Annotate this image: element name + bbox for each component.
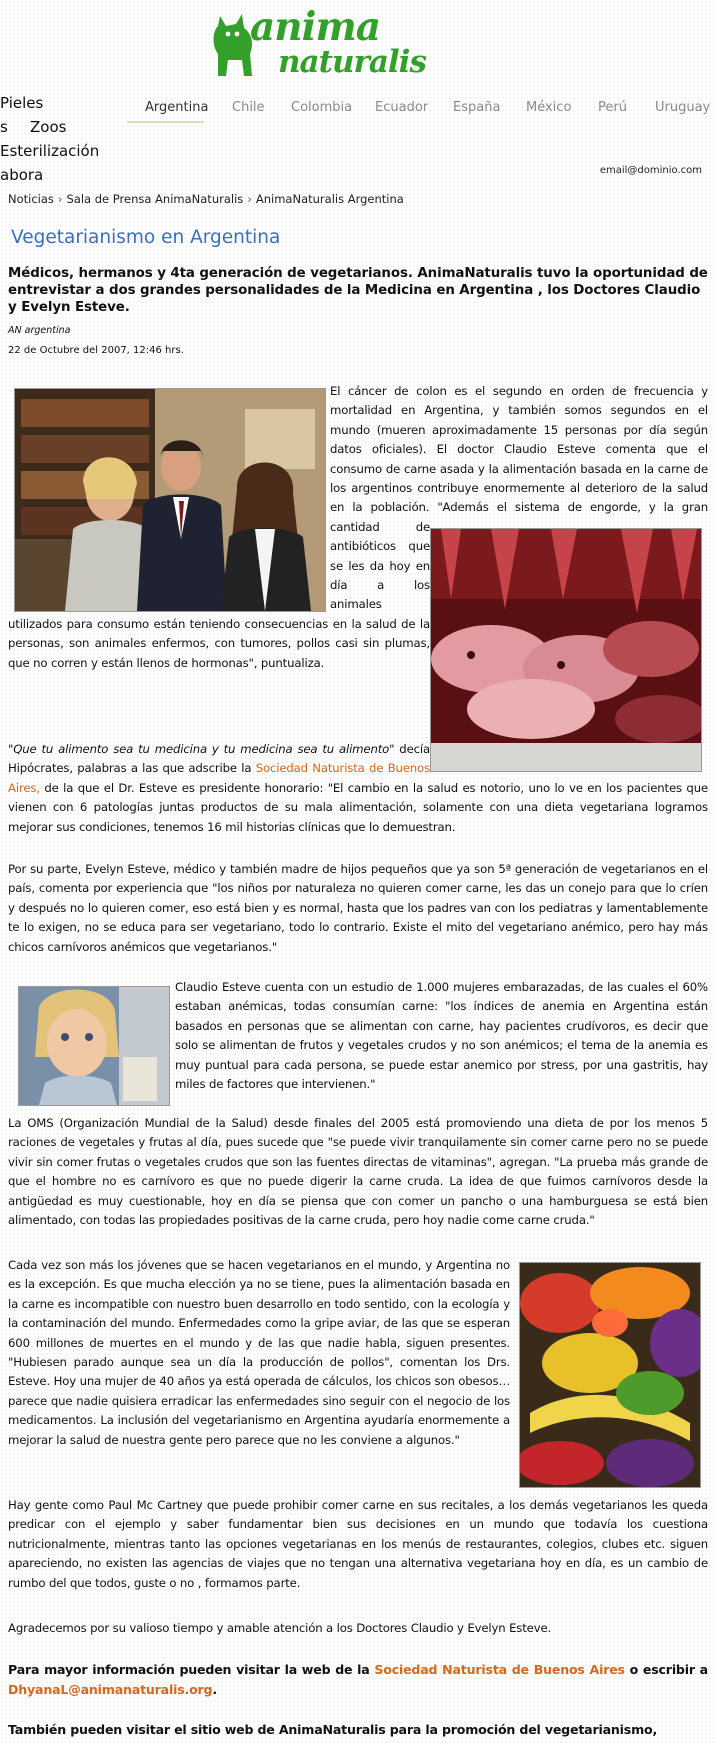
nav-item-partial[interactable]: s	[0, 118, 8, 136]
nav-item-zoos[interactable]: Zoos	[30, 118, 67, 136]
article-title: Vegetarianismo en Argentina	[11, 227, 281, 248]
sociedad-naturista-link-2[interactable]: Sociedad Naturista de Buenos Aires	[374, 1662, 625, 1677]
breadcrumb-separator: ›	[57, 192, 63, 206]
float-spacer-photo-2	[430, 526, 708, 766]
tab-espana[interactable]: España	[453, 100, 501, 115]
article-paragraph-9	[8, 1660, 708, 1700]
hippocrates-quote: "Que tu alimento sea tu medicina y tu medicina sea tu alimento"	[8, 742, 395, 756]
logo-word-anima: anima	[250, 4, 380, 50]
article-paragraph-1	[8, 382, 708, 766]
nav-item-pieles[interactable]: Pieles	[0, 94, 44, 112]
country-tabs	[123, 100, 713, 124]
dhyanal-email-link[interactable]: DhyanaL@animanaturalis.org	[8, 1682, 213, 1697]
article-paragraph-4: Claudio Esteve cuenta con un estudio de 1.000 mujeres embarazadas, de las cuales el 60% estaban anémicas, todas consumían carne: "los índices de anemia en Argentina están basados en personas que se alimentan con carne, hay pacientes crudívoros, es decir que solo se alimentan de frutos y vegetales crudos y no son anémicos; el tema de la anemia es muy puntual para cada persona, se puede estar anemico por stress, por una gastritis, hay miles de factores que intervienen."	[175, 980, 708, 1092]
breadcrumb-noticias[interactable]: Noticias	[8, 192, 54, 206]
article-date: 22 de Octubre del 2007, 12:46 hrs.	[8, 345, 184, 356]
breadcrumb	[8, 192, 404, 206]
tab-argentina[interactable]: Argentina	[145, 100, 209, 115]
paragraph-2-text-b: de la que el Dr. Esteve es presidente honorario: "El cambio en la salud es notorio, uno lo ve en los pacientes que vienen con 6 patologías juntas productos de su mala alimentación, solamente con una dieta vegetariana logramos mejorar sus condiciones, tenemos 16 mil historias clínicas que lo demuestran.	[8, 780, 708, 834]
paragraph-9-text-a: Para mayor información pueden visitar la web de la	[8, 1662, 375, 1677]
breadcrumb-separator: ›	[247, 192, 252, 206]
logo-word-naturalis: naturalis	[278, 44, 426, 80]
float-spacer-photo-1	[8, 382, 330, 614]
breadcrumb-sala-de-prensa[interactable]: Sala de Prensa AnimaNaturalis	[66, 192, 244, 206]
child-photo-image	[19, 987, 169, 1105]
vegetables-image	[520, 1263, 700, 1487]
animanaturalis-logo[interactable]	[200, 4, 426, 82]
paragraph-9-text-b: o escribir a	[624, 1662, 708, 1677]
article-lead: Médicos, hermanos y 4ta generación de vegetarianos. AnimaNaturalis tuvo la oportunidad de entrevistar a dos grandes personalidades de la Medicina en Argentina , los Doctores Claudio y Evelyn Esteve.	[8, 266, 708, 315]
tab-uruguay[interactable]: Uruguay	[655, 100, 711, 115]
nav-item-colabora[interactable]: abora	[0, 166, 44, 184]
paragraph-1-text: El cáncer de colon es el segundo en orden de frecuencia y mortalidad en Argentina, y también somos segundos en el mundo (mueren aproximadamente 15 personas por día según datos oficiales). El doctor Claudio Esteve comenta que el consumo de carne asada y la alimentación basada en la carne de los argentinos contribuye enormemente al deterioro de la salud en la población. "Además el sistema de engorde, y la gran cantidad de antibióticos que se les da hoy en día a los animales utilizados para consumo están teniendo consecuencias en la salud de la personas, son animales enfermos, con tumores, pollos casi sin plumas, que no corren y están llenos de hormonas", puntualiza.	[8, 384, 708, 670]
active-tab-underline	[127, 121, 204, 123]
child-photo	[18, 986, 170, 1106]
article-paragraph-6: Cada vez son más los jóvenes que se hacen vegetarianos en el mundo, y Argentina no es la excepción. Es que mucha elección ya no se tiene, pues la alimentación basada en la carne es incompatible con nuestro buen desarrollo en todo sentido, con la ecología y la contaminación del mundo. Enfermedades como la gripe aviar, de las que se esperan 600 millones de muertes en el mundo y de las que nadie habla, siguen presentes. "Hubiesen parado aunque sea un día la producción de pollos", comentan los Drs. Esteve. Hoy una mujer de 40 años ya está operada de cálculos, los chicos son obesos… parece que nadie quisiera erradicar las enfermedades sino seguir con el negocio de los medicamentos. La inclusión del vegetarianismo en Argentina ayudaría enormemente a mejorar la salud de nuestra gente pero parece que no les conviene a algunos."	[8, 1258, 510, 1447]
article-paragraph-5: La OMS (Organización Mundial de la Salud) desde finales del 2005 está promoviendo una dieta de por los menos 5 raciones de vegetales y frutas al día, pues sucede que "se puede vivir tranquilamente sin comer carne pero no se puede vivir sin comer frutas o vegetales crudos que son las fuentes directas de vitaminas", agregan. "La prueba más grande de que el hombre no es carnívoro es que no puede digerir la carne cruda. La idea de que fuimos carnívoros desde la antigüedad es muy cuestionable, hoy en día se piensa que con comer un pancho o una hamburguesa se está bien alimentado, con todas las propiedades positivas de la carne cruda, pero hoy nadie come carne cruda."	[8, 1116, 708, 1228]
tab-peru[interactable]: Perú	[598, 100, 627, 115]
tab-mexico[interactable]: México	[526, 100, 572, 115]
contact-email[interactable]: email@dominio.com	[599, 165, 702, 176]
float-spacer-photo-2-bottom	[430, 740, 708, 774]
vegetables-photo	[519, 1262, 701, 1488]
article-paragraph-8: Agradecemos por su valioso tiempo y amable atención a los Doctores Claudio y Evelyn Esteve.	[8, 1621, 552, 1635]
article-paragraph-3: Por su parte, Evelyn Esteve, médico y también madre de hijos pequeños que ya son 5ª generación de vegetarianos en el país, comenta por experiencia que "los niños por naturaleza no quieren comer carne, les das un conejo para que lo críen y después no lo quieren comer, eso está bien y es normal, hasta que los padres van con los pediatras y lamentablemente te lo exigen, no se educa para ser vegetariano, todo lo contrario. Existe el mito del vegetariano anémico, pero hay más chicos carnívoros anémicos que vegetarianos."	[8, 862, 708, 954]
tab-chile[interactable]: Chile	[232, 100, 265, 115]
article-paragraph-2	[8, 740, 708, 837]
tab-ecuador[interactable]: Ecuador	[375, 100, 429, 115]
nav-item-esterilizacion[interactable]: Esterilización	[0, 142, 100, 160]
article-source: AN argentina	[8, 325, 71, 336]
breadcrumb-animanaturalis-argentina[interactable]: AnimaNaturalis Argentina	[255, 192, 404, 206]
paragraph-2-text-a: decía Hipócrates, palabras a las que adscribe la	[8, 742, 430, 776]
article-paragraph-10: También pueden visitar el sitio web de AnimaNaturalis para la promoción del vegetarianismo,	[8, 1722, 658, 1737]
tab-colombia[interactable]: Colombia	[291, 100, 353, 115]
sociedad-naturista-link[interactable]: Sociedad Naturista de Buenos Aires,	[8, 761, 430, 795]
paragraph-9-text-c: .	[212, 1682, 217, 1697]
article-paragraph-7: Hay gente como Paul Mc Cartney que puede prohibir comer carne en sus recitales, a los demás vegetarianos les queda predicar con el ejemplo y saber fundamentar bien sus decisiones en un mundo que todavía los cuestiona nutricionalmente, mientras tanto las opciones vegetarianas en los menús de restaurantes, colegios, clubes etc. siguen apareciendo, no existen las agencias de viajes que no tengan una alternativa vegetariana hoy en día, es un cambio de rumbo del que todos, guste o no , formamos parte.	[8, 1498, 708, 1590]
